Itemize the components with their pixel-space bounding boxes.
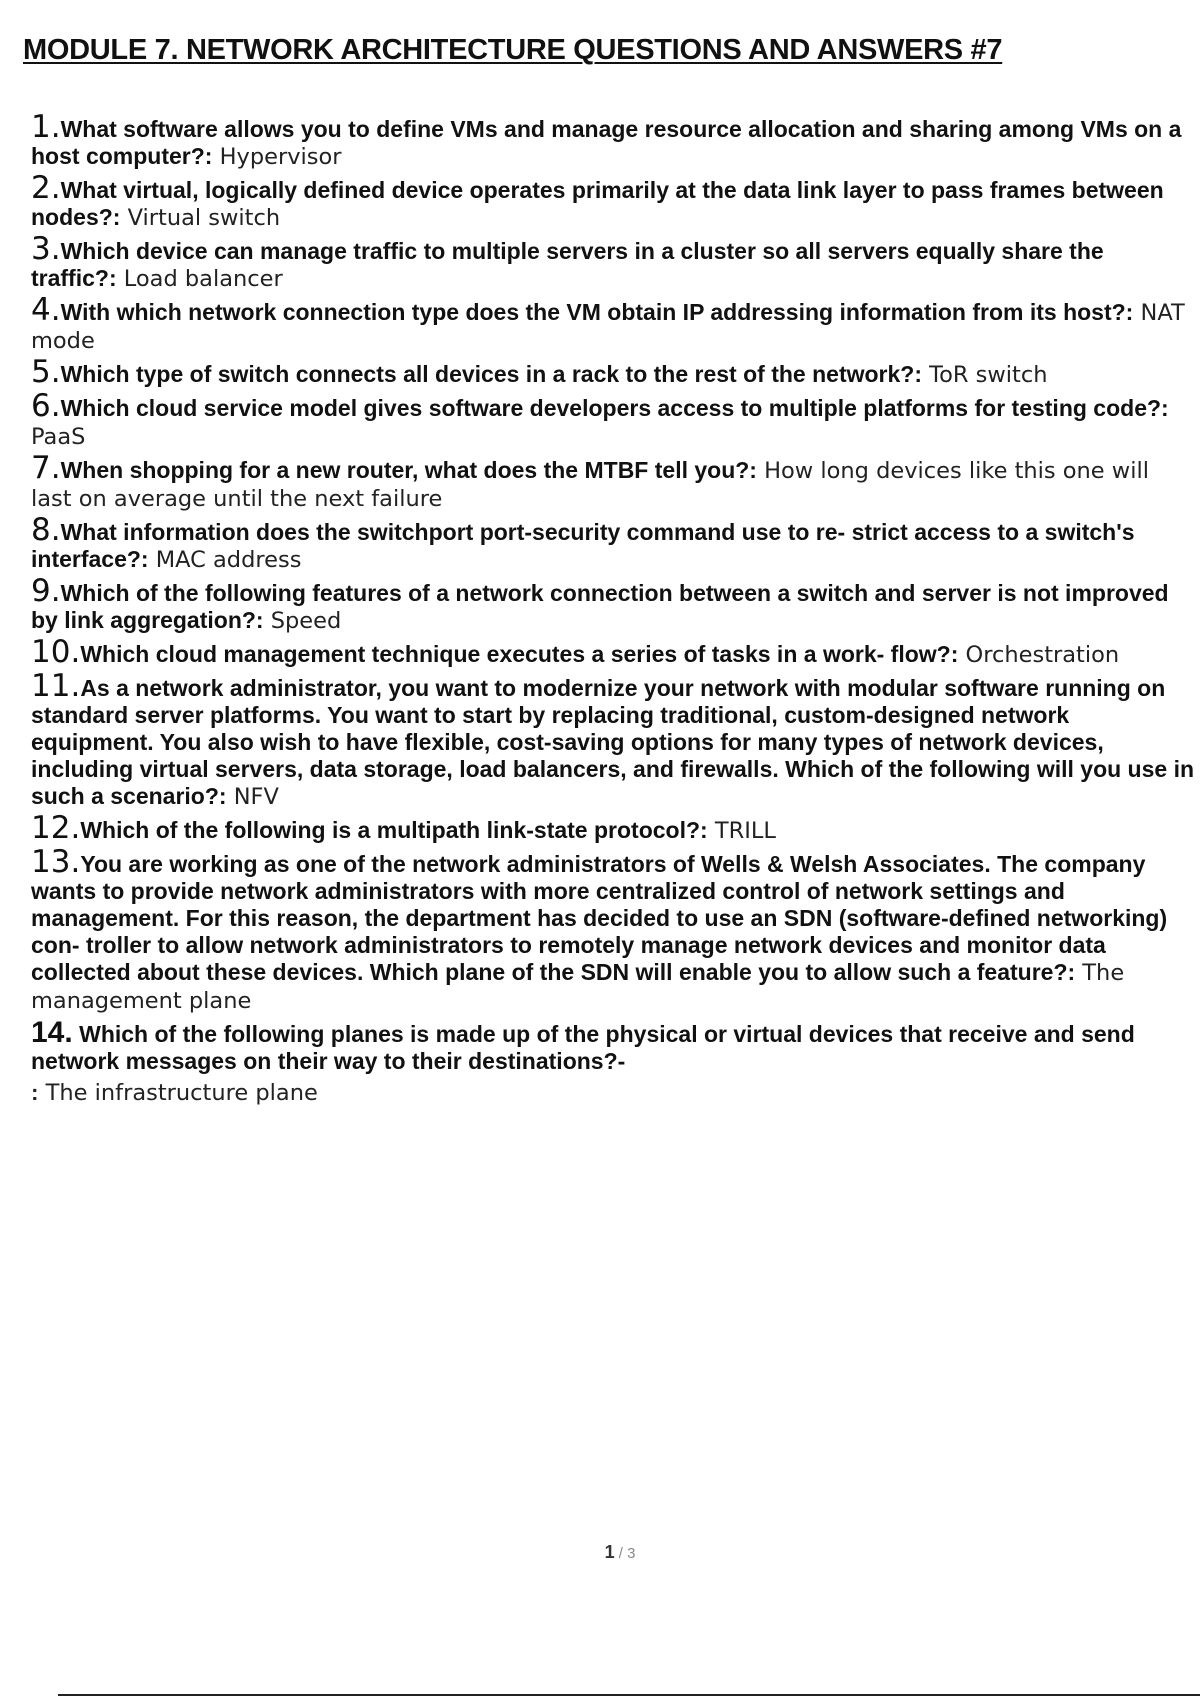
- question-text-line-1: Which of the following planes is made up of the physical or virtual devices that receive and send: [72, 1021, 1135, 1047]
- question-number: 1.: [31, 109, 61, 145]
- answer-text: How long devices like this one will last on average until the next failure: [31, 458, 1149, 512]
- question-text: What information does the switchport port-security command use to re- strict access to a switch's interface?:: [31, 519, 1135, 572]
- question-text: What virtual, logically defined device operates primarily at the data link layer to pass frames between nodes?:: [31, 177, 1164, 230]
- answer-text: Orchestration: [958, 642, 1120, 668]
- answer-colon: :: [31, 1080, 39, 1105]
- question-text: When shopping for a new router, what does the MTBF tell you?:: [60, 457, 757, 483]
- answer-text: NFV: [226, 784, 279, 810]
- question-number: 12.: [31, 810, 81, 846]
- qa-item-13: [31, 844, 1195, 1015]
- answer-text: Load balancer: [116, 266, 283, 292]
- question-text-line-2: network messages on their way to their destinations?-: [31, 1048, 626, 1074]
- qa-item-5: [31, 354, 1195, 390]
- qa-item-12: [31, 810, 1195, 846]
- answer-text: PaaS: [31, 424, 86, 450]
- qa-item-1: [31, 109, 1195, 171]
- qa-item-8: [31, 512, 1195, 574]
- answer-text: Speed: [263, 608, 342, 634]
- question-text: As a network administrator, you want to modernize your network with modular software running on standard server platforms. You want to start by replacing traditional, custom-designed network equipment. You also wish to have flexible, cost-saving options for many types of network devices, including virtual servers, data storage, load balancers, and firewalls. Which of the following will you use in such a scenario?:: [31, 675, 1195, 809]
- question-number: 3.: [31, 231, 61, 267]
- question-text: What software allows you to define VMs and manage resource allocation and sharing among VMs on a host computer?:: [31, 116, 1182, 169]
- answer-text: TRILL: [707, 818, 776, 844]
- qa-item-11: [31, 668, 1195, 811]
- question-number: 9.: [31, 573, 61, 609]
- question-number: 5.: [31, 354, 61, 390]
- question-text: Which cloud service model gives software developers access to multiple platforms for testing code?:: [60, 395, 1169, 421]
- question-text: Which device can manage traffic to multiple servers in a cluster so all servers equally share the traffic?:: [31, 238, 1104, 291]
- answer-text: Hypervisor: [212, 144, 342, 170]
- question-text: Which cloud management technique executes a series of tasks in a work- flow?:: [80, 641, 959, 667]
- qa-item-3: [31, 231, 1195, 293]
- question-number: 2.: [31, 170, 61, 206]
- question-number: 4.: [31, 292, 61, 328]
- qa-item-14: [31, 1016, 1195, 1107]
- qa-item-7: [31, 450, 1195, 513]
- question-number: 6.: [31, 388, 61, 424]
- question-text: Which of the following features of a network connection between a switch and server is not improved by link aggregation?:: [31, 580, 1169, 633]
- qa-item-2: [31, 170, 1195, 232]
- question-text: Which of the following is a multipath link-state protocol?:: [80, 817, 708, 843]
- answer-text: The management plane: [31, 960, 1125, 1014]
- answer-text: Virtual switch: [120, 205, 281, 231]
- bottom-divider: [58, 1694, 1200, 1696]
- answer-text: The infrastructure plane: [38, 1080, 318, 1106]
- page-total: 3: [627, 1545, 636, 1562]
- question-number: 7.: [31, 450, 61, 486]
- page-separator: /: [614, 1545, 628, 1562]
- question-number: 13.: [31, 844, 81, 880]
- question-text: Which type of switch connects all devices in a rack to the rest of the network?:: [60, 361, 922, 387]
- qa-item-6: [31, 388, 1195, 451]
- page-title: MODULE 7. NETWORK ARCHITECTURE QUESTIONS AND ANSWERS #7: [23, 34, 1003, 66]
- question-text: With which network connection type does the VM obtain IP addressing information from its host?:: [60, 299, 1134, 325]
- answer-line: [31, 1079, 1195, 1107]
- answer-text: MAC address: [148, 547, 302, 573]
- question-number: 14.: [31, 1016, 73, 1049]
- qa-item-10: [31, 634, 1195, 670]
- qa-item-9: [31, 573, 1195, 635]
- question-text: You are working as one of the network administrators of Wells & Welsh Associates. The company wants to provide network administrators with more centralized control of network settings and management. For this reason, the department has decided to use an SDN (software-defined networking) con- troller to allow network administrators to remotely manage network devices and monitor data collected about these devices. Which plane of the SDN will enable you to allow such a feature?:: [31, 851, 1168, 985]
- answer-text: NAT mode: [31, 300, 1185, 354]
- question-number: 8.: [31, 512, 61, 548]
- answer-text: ToR switch: [922, 362, 1048, 388]
- qa-item-4: [31, 292, 1195, 355]
- page-number: [0, 1542, 1200, 1563]
- question-number: 11.: [31, 668, 81, 704]
- qa-list: [31, 109, 1195, 1111]
- question-number: 10.: [31, 634, 81, 670]
- page-current: 1: [604, 1542, 615, 1562]
